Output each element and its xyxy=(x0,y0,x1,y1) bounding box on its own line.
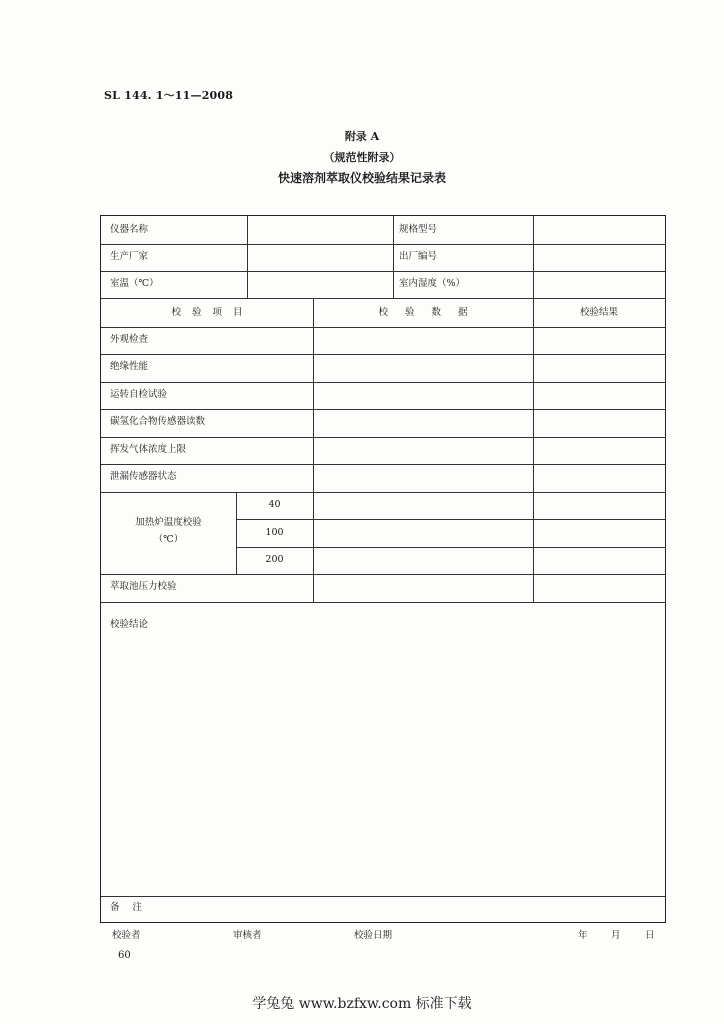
appendix-title: 附录 A xyxy=(344,130,380,143)
header-data: 校 验 数 据 xyxy=(378,307,468,318)
header-item: 校 验 项 目 xyxy=(171,307,243,318)
record-form-table xyxy=(100,215,666,923)
row-divider xyxy=(101,574,665,575)
label-room-temp: 室温（℃） xyxy=(110,278,159,289)
row-divider xyxy=(101,327,665,328)
footer-month: 月 xyxy=(611,930,621,941)
heating-label: 加热炉温度校验 xyxy=(135,517,202,528)
page-number: 60 xyxy=(118,950,131,961)
item-appearance: 外观检查 xyxy=(110,334,149,345)
footer-reviewer: 审核者 xyxy=(233,930,262,941)
item-hydrocarbon-sensor: 碳氢化合物传感器读数 xyxy=(110,416,206,427)
row-divider xyxy=(101,382,665,383)
item-vapor-limit: 挥发气体浓度上限 xyxy=(110,444,187,455)
col-divider xyxy=(247,216,248,298)
appendix-type: （规范性附录） xyxy=(323,151,401,164)
item-self-test: 运转自检试验 xyxy=(110,389,168,400)
label-manufacturer: 生产厂家 xyxy=(110,251,149,262)
row-divider xyxy=(101,492,665,493)
row-divider xyxy=(101,271,665,272)
label-humidity: 室内湿度（%） xyxy=(399,278,466,289)
col-divider xyxy=(313,298,314,602)
standard-code: SL 144. 1～11—2008 xyxy=(104,89,234,102)
item-insulation: 绝缘性能 xyxy=(110,361,149,372)
temp-40: 40 xyxy=(268,499,281,510)
row-divider xyxy=(101,896,665,897)
table-title: 快速溶剂萃取仪校验结果记录表 xyxy=(277,171,446,185)
footer-day: 日 xyxy=(645,930,655,941)
label-serial-no: 出厂编号 xyxy=(399,251,438,262)
label-instrument-name: 仪器名称 xyxy=(110,224,149,235)
watermark: 学兔兔 www.bzfxw.com 标准下载 xyxy=(252,996,472,1012)
footer-year: 年 xyxy=(578,930,588,941)
footer-inspector: 校验者 xyxy=(112,930,141,941)
row-divider xyxy=(101,409,665,410)
col-divider xyxy=(393,216,394,298)
label-model: 规格型号 xyxy=(399,224,438,235)
row-divider xyxy=(236,519,665,520)
row-divider xyxy=(101,602,665,603)
item-pressure: 萃取池压力校验 xyxy=(110,581,177,592)
row-divider xyxy=(101,244,665,245)
row-divider xyxy=(101,437,665,438)
heating-unit: （℃） xyxy=(153,534,184,545)
remarks-label: 备 注 xyxy=(110,902,143,913)
conclusion-label: 校验结论 xyxy=(110,619,149,630)
row-divider xyxy=(101,354,665,355)
col-divider xyxy=(533,216,534,602)
item-leak-sensor: 泄漏传感器状态 xyxy=(110,471,177,482)
footer-date-label: 校验日期 xyxy=(354,930,393,941)
temp-200: 200 xyxy=(265,554,284,565)
row-divider xyxy=(236,547,665,548)
header-result: 校验结果 xyxy=(579,307,618,318)
row-divider xyxy=(101,464,665,465)
row-divider xyxy=(101,298,665,299)
temp-100: 100 xyxy=(265,527,284,538)
